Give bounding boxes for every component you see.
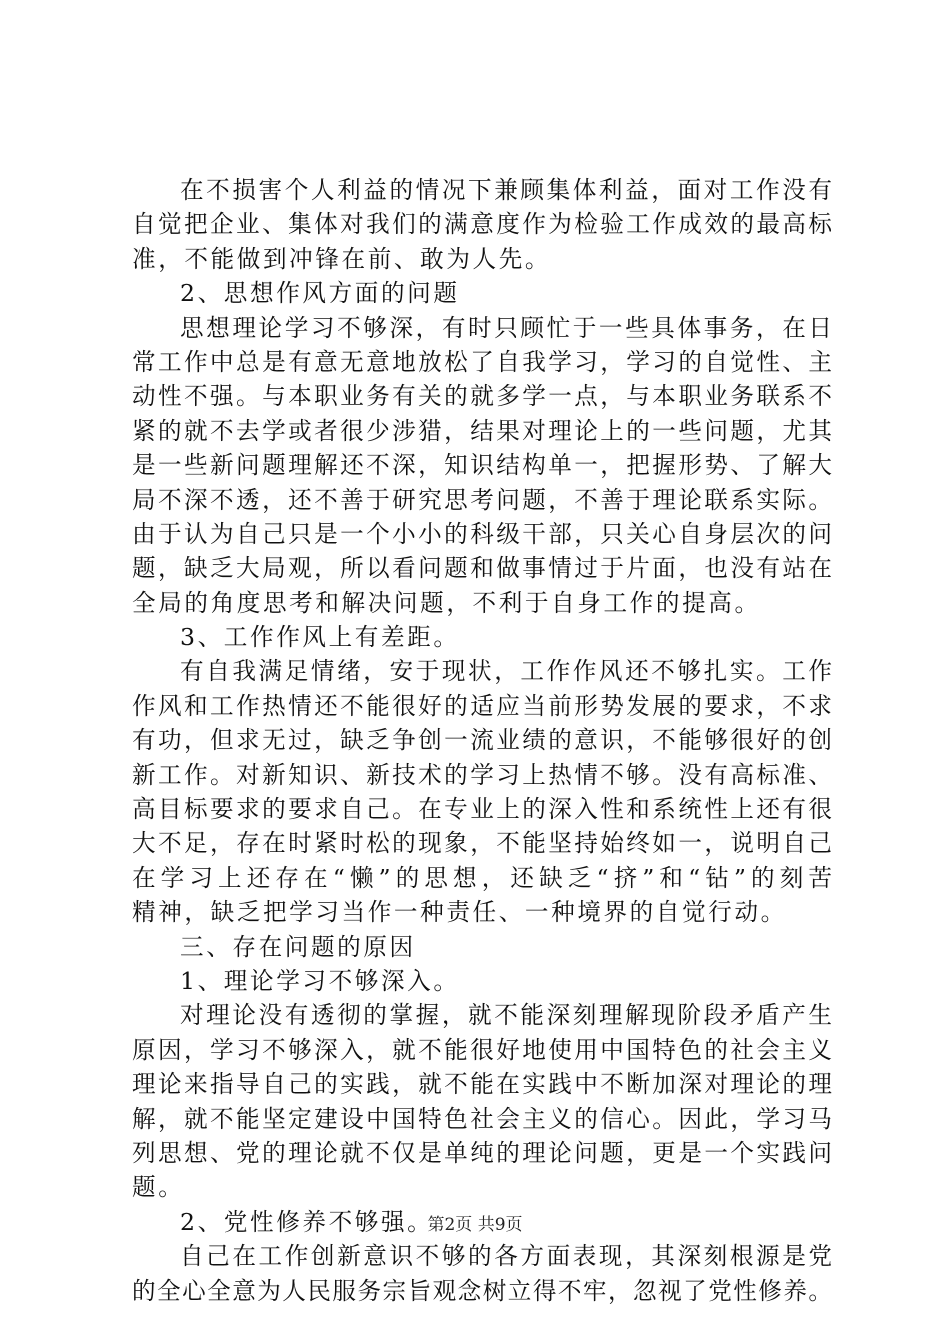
text-line: 局不深不透，还不善于研究思考问题，不善于理论联系实际。 [132,485,832,514]
text-line: 由于认为自己只是一个小小的科级干部，只关心自身层次的问 [132,519,832,548]
text-line: 在不损害个人利益的情况下兼顾集体利益，面对工作没有 [180,176,832,204]
text-line: 自己在工作创新意识不够的各方面表现，其深刻根源是党 [180,1242,832,1271]
text-line: 对理论没有透彻的掌握，就不能深刻理解现阶段矛盾产生 [180,1001,832,1030]
text-line: 思想理论学习不够深，有时只顾忙于一些具体事务，在日 [180,313,832,342]
text-line: 全局的角度思考和解决问题，不利于自身工作的提高。 [132,588,761,617]
text-line: 列思想、党的理论就不仅是单纯的理论问题，更是一个实践问 [132,1138,832,1167]
text-line: 题。 [132,1173,185,1202]
text-line: 常工作中总是有意无意地放松了自我学习，学习的自觉性、主 [132,347,832,376]
text-line: 新工作。对新知识、新技术的学习上热情不够。没有高标准、 [132,760,832,789]
text-line: 2、党性修养不够强。 [180,1207,434,1236]
text-line: 作风和工作热情还不能很好的适应当前形势发展的要求，不求 [132,691,832,720]
text-line: 是一些新问题理解还不深，知识结构单一，把握形势、了解大 [132,451,832,480]
text-line: 高目标要求的要求自己。在专业上的深入性和系统性上还有很 [132,795,832,824]
text-line: 自觉把企业、集体对我们的满意度作为检验工作成效的最高标 [132,210,832,239]
text-line: 精神，缺乏把学习当作一种责任、一种境界的自觉行动。 [132,898,787,927]
text-line: 的全心全意为人民服务宗旨观念树立得不牢，忽视了党性修养。 [132,1276,832,1305]
text-line: 动性不强。与本职业务有关的就多学一点，与本职业务联系不 [132,382,832,411]
text-line: 大不足，存在时紧时松的现象，不能坚持始终如一，说明自己 [132,829,832,858]
text-line: 有功，但求无过，缺乏争创一流业绩的意识，不能够很好的创 [132,726,832,755]
text-line: 在学习上还存在“懒”的思想，还缺乏“挤”和“钻”的刻苦 [132,863,832,892]
text-line: 3、工作作风上有差距。 [180,623,460,652]
text-line: 紧的就不去学或者很少涉猎，结果对理论上的一些问题，尤其 [132,416,832,445]
text-line: 题，缺乏大局观，所以看问题和做事情过于片面，也没有站在 [132,554,832,583]
text-line: 解，就不能坚定建设中国特色社会主义的信心。因此，学习马 [132,1104,832,1133]
text-line: 原因，学习不够深入，就不能很好地使用中国特色的社会主义 [132,1035,832,1064]
text-line: 1、理论学习不够深入。 [180,966,460,995]
text-line: 2、思想作风方面的问题 [180,279,460,308]
document-body [132,173,832,1308]
page-footer: 第2页 共9页 [427,1215,523,1235]
text-line: 三、存在问题的原因 [180,932,416,961]
text-line: 理论来指导自己的实践，就不能在实践中不断加深对理论的理 [132,1070,832,1099]
text-line: 有自我满足情绪，安于现状，工作作风还不够扎实。工作 [180,657,832,686]
text-line: 准，不能做到冲锋在前、敢为人先。 [132,244,552,273]
